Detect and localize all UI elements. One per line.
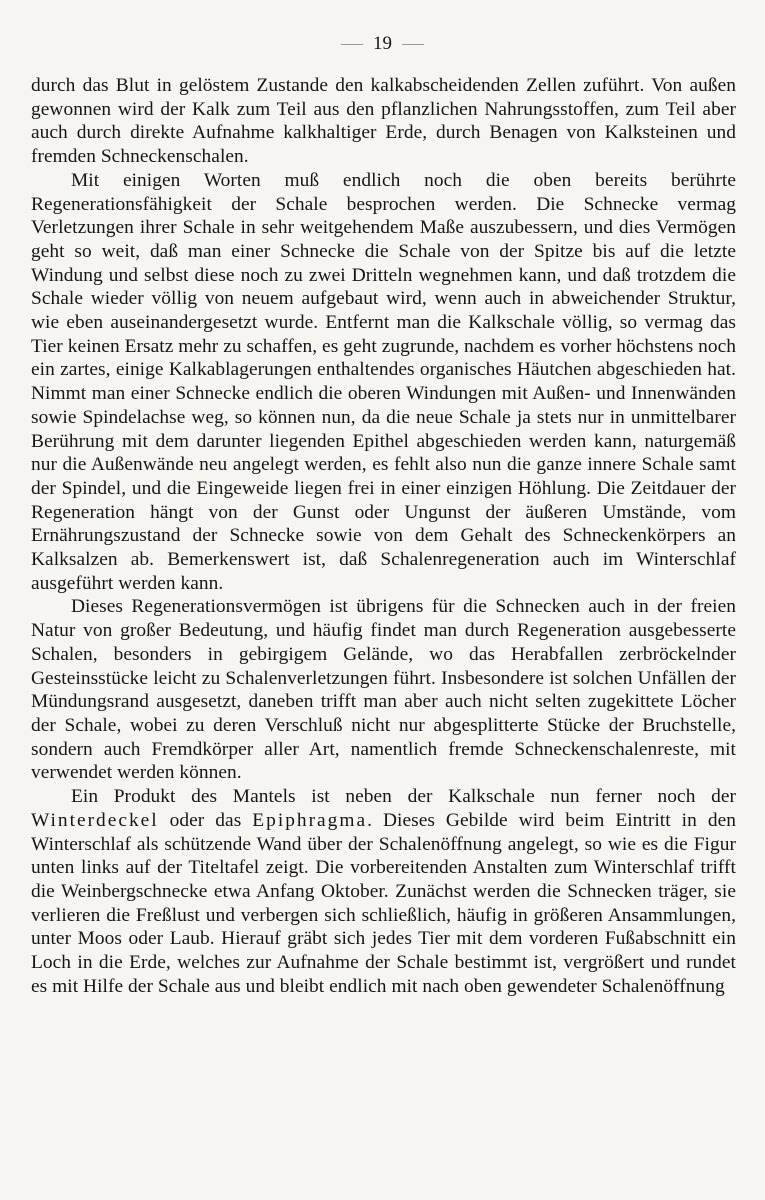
paragraph-2: Mit einigen Worten muß endlich noch die oben bereits berührte Regenerationsfähigkeit der Schale besprochen werden. Die Schnecke vermag Verletzungen ihrer Schale in sehr weitgehendem Maße auszubessern, und dies Vermögen geht so weit, daß man einer Schnecke die Schale von der Spitze bis auf die letzte Windung und selbst diese noch zu zwei Dritteln wegnehmen kann, und daß trotzdem die Schale wieder völlig von neuem aufgebaut wird, wenn auch in abweichender Struktur, wie eben auseinandergesetzt wurde. Entfernt man die Kalkschale völlig, so vermag das Tier keinen Ersatz mehr zu schaffen, es geht zugrunde, nachdem es vorher höchstens noch ein zartes, einige Kalkablagerungen enthaltendes organisches Häutchen abgeschieden hat. Nimmt man einer Schnecke endlich die oberen Windungen mit Außen- und Innenwänden sowie Spindelachse weg, so können nun, da die neue Schale ja stets nur in unmittelbarer Berührung mit dem darunter liegenden Epithel abgeschieden werden kann, naturgemäß nur die Außenwände neu angelegt werden, es fehlt also nun die ganze innere Schale samt der Spindel, und die Eingeweide liegen frei in einer einzigen Höhlung. Die Zeitdauer der Regeneration hängt von der Gunst oder Ungunst der äußeren Umstände, vom Ernährungszustand der Schnecke sowie von dem Gehalt des Schneckenkörpers an Kalksalzen ab. Bemerkenswert ist, daß Schalenregeneration auch im Winterschlaf ausgeführt werden kann. [31, 169, 736, 594]
term-winterdeckel: Winterdeckel [31, 809, 159, 831]
page-number: 19 [373, 33, 392, 54]
paragraph-4-connector: oder das [158, 809, 253, 831]
header-rule-left [341, 44, 363, 45]
paragraph-3: Dieses Regenerationsvermögen ist übrigens für die Schnecken auch in der freien Natur von großer Bedeutung, und häufig findet man durch Regeneration ausgebesserte Schalen, besonders in gebirgigem Gelände, wo das Herabfallen zerbröckelnder Gesteinsstücke leicht zu Schalenverletzungen führt. Insbesondere ist solchen Unfällen der Mündungsrand ausgesetzt, daneben trifft man aber auch nicht selten zugekittete Löcher der Schale, wobei zu deren Verschluß nicht nur abgesplitterte Stücke der Bruchstelle, sondern auch Fremdkörper aller Art, namentlich fremde Schneckenschalenreste, mit verwendet werden können. [31, 596, 736, 784]
paragraph-4-intro: Ein Produkt des Mantels ist neben der Kalkschale nun ferner noch der [71, 786, 736, 808]
page-header [0, 33, 765, 55]
body-text [31, 74, 736, 998]
term-epiphragma: Epiphragma [252, 809, 368, 831]
paragraph-4 [31, 785, 736, 998]
paragraph-1: durch das Blut in gelöstem Zustande den kalkabscheidenden Zellen zuführt. Von außen gewonnen wird der Kalk zum Teil aus den pflanzlichen Nahrungsstoffen, zum Teil aber auch durch direkte Aufnahme kalkhaltiger Erde, durch Benagen von Kalksteinen und fremden Schneckenschalen. [31, 75, 736, 168]
header-rule-right [402, 44, 424, 45]
paragraph-4-rest: . Dieses Gebilde wird beim Eintritt in den Winterschlaf als schützende Wand über der Schalenöffnung angelegt, so wie es die Figur unten links auf der Titeltafel zeigt. Die vorbereitenden Anstalten zum Winterschlaf trifft die Weinbergschnecke etwa Anfang Oktober. Zunächst werden die Schnecken träger, sie verlieren die Freßlust und verbergen sich schließlich, häufig in größeren Ansammlungen, unter Moos oder Laub. Hierauf gräbt sich jedes Tier mit dem vorderen Fußabschnitt ein Loch in die Erde, welches zur Aufnahme der Schale bestimmt ist, vergrößert und rundet es mit Hilfe der Schale aus und bleibt endlich mit nach oben gewendeter Schalenöffnung [31, 809, 736, 997]
